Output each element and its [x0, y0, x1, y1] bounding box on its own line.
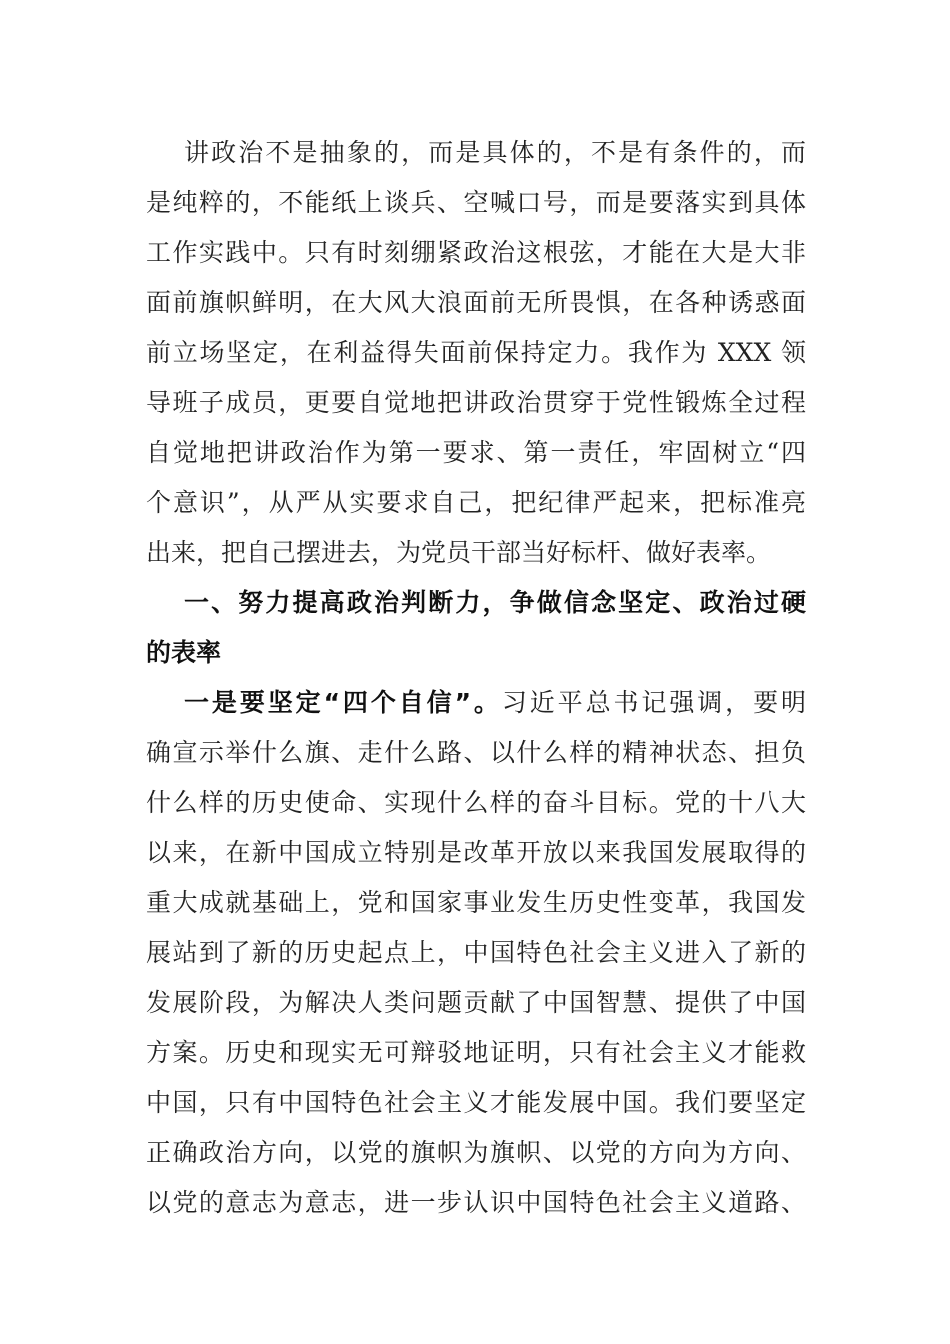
paragraph-2-first-rest: 习近平总书记强调，要明 [501, 688, 806, 717]
paragraph-2-line-11: 以党的意志为意志，进一步认识中国特色社会主义道路、 [146, 1188, 806, 1217]
paragraph-2-line-10: 正确政治方向，以党的旗帜为旗帜、以党的方向为方向、 [146, 1138, 806, 1167]
paragraph-1-line-2: 是纯粹的，不能纸上谈兵、空喊口号，而是要落实到具体 [146, 188, 806, 217]
paragraph-2-line-9: 中国，只有中国特色社会主义才能发展中国。我们要坚定 [146, 1088, 806, 1117]
paragraph-2-line-7: 发展阶段，为解决人类问题贡献了中国智慧、提供了中国 [146, 988, 806, 1017]
paragraph-2-lead: 一是要坚定“四个自信”。 [184, 688, 502, 717]
paragraph-1-line-8: 个意识”，从严从实要求自己，把纪律严起来，把标准亮 [146, 488, 806, 517]
paragraph-1-line-7: 自觉地把讲政治作为第一要求、第一责任，牢固树立“四 [146, 438, 806, 467]
paragraph-2-line-1 [184, 678, 806, 728]
paragraph-1-line-6: 导班子成员，更要自觉地把讲政治贯穿于党性锻炼全过程 [146, 388, 806, 417]
section-heading-line-1: 一、努力提高政治判断力，争做信念坚定、政治过硬 [184, 588, 806, 617]
section-heading-line-2: 的表率 [146, 638, 222, 667]
paragraph-1-line-3: 工作实践中。只有时刻绷紧政治这根弦，才能在大是大非 [146, 238, 806, 267]
paragraph-2-line-8: 方案。历史和现实无可辩驳地证明，只有社会主义才能救 [146, 1038, 806, 1067]
paragraph-2-line-4: 以来，在新中国成立特别是改革开放以来我国发展取得的 [146, 838, 806, 867]
paragraph-2-line-6: 展站到了新的历史起点上，中国特色社会主义进入了新的 [146, 938, 806, 967]
paragraph-1-line-1: 讲政治不是抽象的，而是具体的，不是有条件的，而 [184, 138, 806, 167]
paragraph-2-line-3: 什么样的历史使命、实现什么样的奋斗目标。党的十八大 [146, 788, 806, 817]
paragraph-2-line-2: 确宣示举什么旗、走什么路、以什么样的精神状态、担负 [146, 738, 806, 767]
paragraph-2-line-5: 重大成就基础上，党和国家事业发生历史性变革，我国发 [146, 888, 806, 917]
paragraph-1-line-4: 面前旗帜鲜明，在大风大浪面前无所畏惧，在各种诱惑面 [146, 288, 806, 317]
paragraph-1-line-9: 出来，把自己摆进去，为党员干部当好标杆、做好表率。 [146, 538, 772, 567]
paragraph-1-line-5: 前立场坚定，在利益得失面前保持定力。我作为 XXX 领 [146, 338, 806, 367]
